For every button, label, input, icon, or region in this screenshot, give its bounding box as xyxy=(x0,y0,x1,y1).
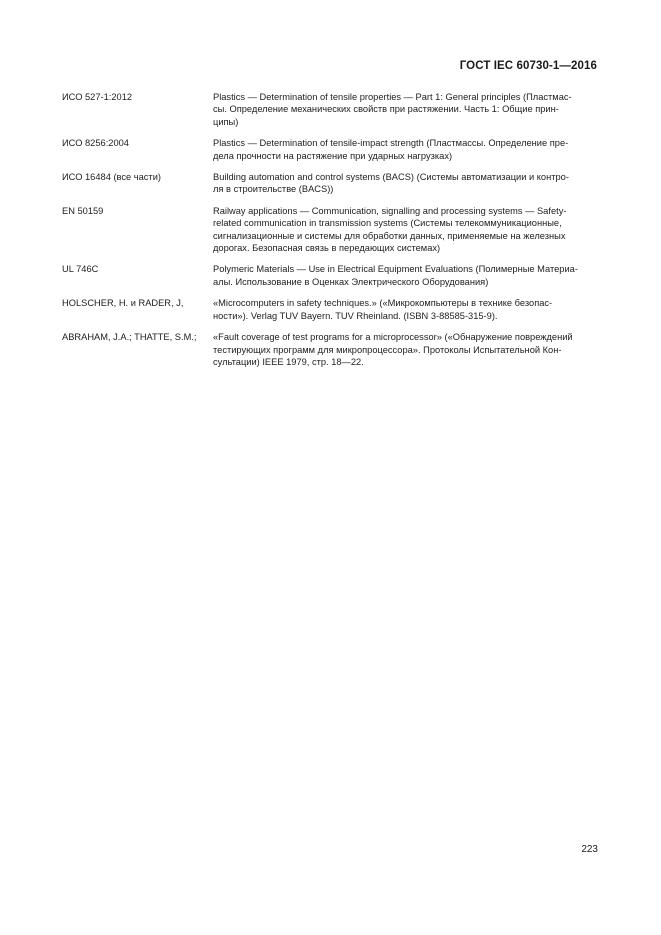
reference-list xyxy=(62,91,599,377)
reference-line: дорогах. Безопасная связь в передающих системах) xyxy=(213,243,441,254)
page-number: 223 xyxy=(581,844,598,855)
reference-item xyxy=(62,205,599,255)
reference-line: «Fault coverage of test programs for a microprocessor» («Обнаружение повреждений xyxy=(213,332,573,343)
reference-line: алы. Использование в Оценках Электрического Оборудования) xyxy=(213,276,489,287)
reference-line: ности»). Verlag TUV Bayern. TUV Rheinland. (ISBN 3-88585-315-9). xyxy=(213,310,498,321)
reference-description xyxy=(213,205,599,255)
reference-line: related communication in transmission systems (Системы телекоммуникационные, xyxy=(213,218,562,229)
reference-line: сультации) IEEE 1979, стр. 18—22. xyxy=(213,356,364,367)
reference-line: тестирующих программ для микропроцессора». Протоколы Испытательной Кон- xyxy=(213,344,562,355)
reference-line: Building automation and control systems (BACS) (Системы автоматизации и контро- xyxy=(213,172,569,183)
reference-item xyxy=(62,137,599,162)
reference-line: Plastics — Determination of tensile-impact strength (Пластмассы. Определение пре- xyxy=(213,138,569,149)
reference-key: ИСО 527-1:2012 xyxy=(62,92,133,102)
reference-item xyxy=(62,171,599,196)
reference-description xyxy=(213,297,599,322)
reference-description xyxy=(213,171,599,196)
reference-item xyxy=(62,91,599,128)
reference-key: HOLSCHER, H. и RADER, J, xyxy=(62,298,184,309)
reference-key: ИСО 8256:2004 xyxy=(62,138,129,149)
reference-key: ИСО 16484 (все части) xyxy=(62,172,161,183)
reference-line: Railway applications — Communication, signalling and processing systems — Safety- xyxy=(213,205,567,216)
reference-item xyxy=(62,331,599,368)
reference-line: дела прочности на растяжение при ударных нагрузках) xyxy=(213,150,453,161)
reference-line: сигнализационные и системы для обработки данных, применяемые на железных xyxy=(213,230,566,241)
reference-key: ABRAHAM, J.A.; THATTE, S.M.; xyxy=(62,332,197,343)
reference-description xyxy=(213,331,599,368)
reference-item xyxy=(62,297,599,322)
reference-line: Polymeric Materials — Use in Electrical Equipment Evaluations (Полимерные Материа- xyxy=(213,264,578,275)
reference-line: «Microcomputers in safety techniques.» («Микрокомпьютеры в технике безопас- xyxy=(213,298,553,309)
standard-header: ГОСТ IEC 60730-1—2016 xyxy=(459,60,597,72)
reference-line: ля в строительстве (BACS)) xyxy=(213,184,334,195)
reference-key: EN 50159 xyxy=(62,205,104,216)
reference-line: Plastics — Determination of tensile properties — Part 1: General principles (Пластмас- xyxy=(213,92,572,102)
reference-description xyxy=(213,91,599,128)
reference-key: UL 746C xyxy=(62,264,99,275)
reference-line: ципы) xyxy=(213,116,239,127)
reference-description xyxy=(213,263,599,288)
reference-item xyxy=(62,263,599,288)
reference-description xyxy=(213,137,599,162)
reference-line: сы. Определение механических свойств при растяжении. Часть 1: Общие прин- xyxy=(213,104,559,115)
